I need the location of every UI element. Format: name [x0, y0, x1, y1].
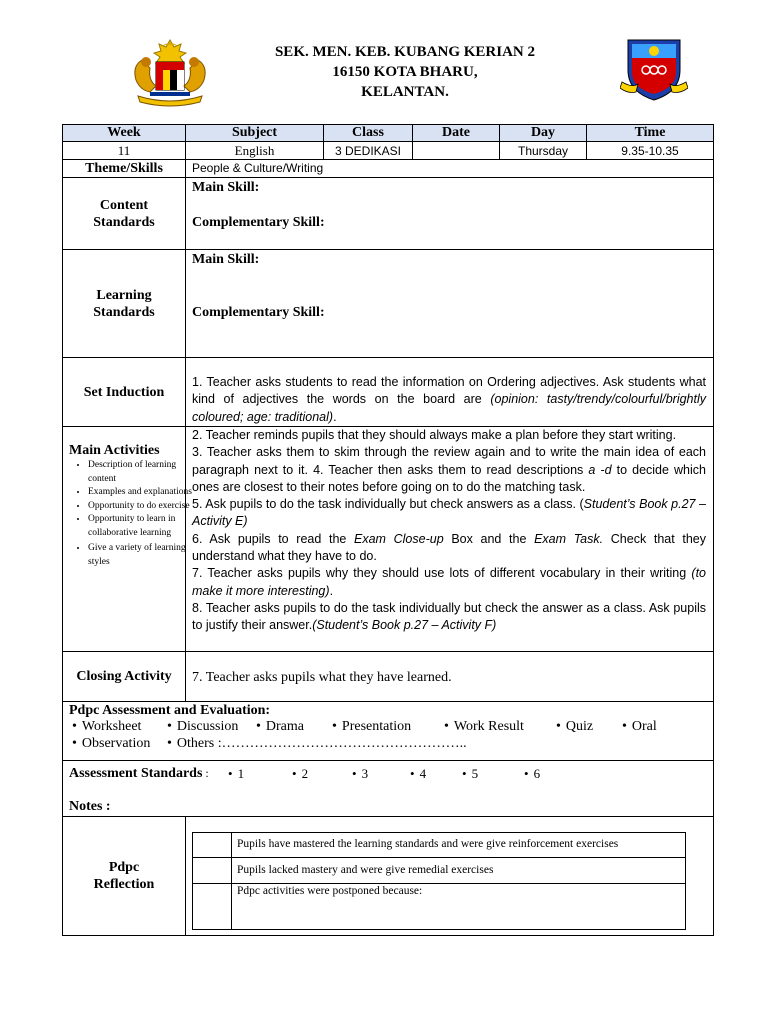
school-crest-icon: [620, 38, 688, 104]
level-6: • 6: [524, 766, 540, 782]
value-day: Thursday: [517, 143, 569, 158]
content-standards-label: [63, 178, 185, 249]
notes-label: Notes :: [69, 799, 111, 814]
reflection-row-postponed: Pdpc activities were postponed because:: [237, 885, 423, 897]
learning-complementary-skill: Complementary Skill:: [192, 305, 325, 320]
activity-step-5: 5. Ask pupils to do the task individually but check answers as a class. (Student’s Book p.27 – Activity E): [192, 497, 706, 529]
level-3: • 3: [352, 766, 368, 782]
option-others: • Others :……………………………………………..: [167, 735, 467, 752]
activity-step-8: 8. Teacher asks pupils to do the task individually but check the answer as a class. Ask pupils to justify their answer.(Student’s Book p.27 – Activity F): [192, 600, 706, 633]
learning-standards-label-line1: Learning: [96, 287, 152, 303]
content-standards-label-line2: Standards: [93, 214, 155, 230]
main-activities-label: Main Activities: [69, 443, 160, 458]
header-class: Class: [352, 125, 384, 140]
list-item: • Examples and explanations: [88, 486, 200, 500]
activity-step-3-4: 3. Teacher asks them to skim through the review again and to write the main idea of each paragraph next to it. 4. Teacher then asks them to read descriptions a -d to decide which ones are closest to their notes before going on to do the matching task.: [192, 445, 706, 494]
content-main-skill: Main Skill:: [192, 180, 260, 195]
header-subject: Subject: [231, 125, 278, 140]
header-day: Day: [530, 125, 556, 140]
header-time: Time: [634, 125, 666, 140]
option-presentation: • Presentation: [332, 718, 411, 735]
option-quiz: • Quiz: [556, 718, 593, 735]
pdpc-reflection-label: [63, 817, 185, 935]
list-item: • Description of learning content: [88, 459, 200, 486]
option-oral: • Oral: [622, 718, 657, 735]
pdpc-assessment-title: Pdpc Assessment and Evaluation:: [69, 703, 271, 718]
school-state: KELANTAN.: [361, 84, 449, 100]
level-1: • 1: [228, 766, 244, 782]
reflection-table: [192, 832, 686, 930]
activity-step-7: 7. Teacher asks pupils why they should use lots of different vocabulary in their writing (to make it more interesting).: [192, 566, 706, 598]
value-time: 9.35-10.35: [621, 143, 679, 158]
pdpc-reflection-label-line2: Reflection: [93, 877, 155, 892]
option-observation: • Observation: [72, 735, 150, 752]
learning-main-skill: Main Skill:: [192, 252, 260, 267]
value-date: [413, 142, 499, 159]
assessment-standards-colon: :: [202, 766, 209, 780]
header-week: Week: [107, 125, 141, 140]
activity-step-6: 6. Ask pupils to read the Exam Close-up Box and the Exam Task. Check that they understand what they have to do.: [192, 531, 706, 564]
assessment-standards-label: Assessment Standards: [69, 766, 203, 781]
content-standards-label-line1: Content: [99, 197, 149, 213]
set-induction-label: Set Induction: [83, 384, 165, 400]
activity-step-2: 2. Teacher reminds pupils that they should always make a plan before they start writing.: [192, 428, 677, 442]
set-induction-text: 1. Teacher asks students to read the information on Ordering adjectives. Ask students what kind of adjectives the words on the board are (opinion: tasty/trendy/colourful/brightly coloured; age: traditional).: [192, 375, 707, 424]
reflection-row-remedial: Pupils lacked mastery and were give remedial exercises: [237, 864, 494, 876]
pdpc-reflection-label-line1: Pdpc: [108, 860, 140, 875]
list-item: • Opportunity to learn in collaborative learning: [88, 513, 200, 540]
level-5: • 5: [462, 766, 478, 782]
learning-standards-label-line2: Standards: [93, 304, 155, 320]
level-2: • 2: [292, 766, 308, 782]
option-drama: • Drama: [256, 718, 304, 735]
option-work-result: • Work Result: [444, 718, 524, 735]
school-name: SEK. MEN. KEB. KUBANG KERIAN 2: [274, 44, 536, 60]
learning-standards-label: [63, 250, 185, 357]
school-postcode-city: 16150 KOTA BHARU,: [332, 64, 478, 80]
assessment-standards-row: [69, 766, 209, 782]
theme-label: Theme/Skills: [85, 161, 163, 176]
level-4: • 4: [410, 766, 426, 782]
value-week: 11: [117, 142, 131, 158]
reflection-row-mastered: Pupils have mastered the learning standards and were give reinforcement exercises: [237, 838, 619, 850]
value-subject: English: [234, 142, 275, 158]
content-complementary-skill: Complementary Skill:: [192, 215, 325, 230]
option-worksheet: • Worksheet: [72, 718, 141, 735]
list-item: • Give a variety of learning styles: [88, 542, 200, 569]
closing-activity-text: 7. Teacher asks pupils what they have learned.: [192, 670, 452, 685]
closing-activity-label: Closing Activity: [76, 669, 172, 684]
value-class: 3 DEDIKASI: [334, 143, 402, 158]
list-item: • Opportunity to do exercise: [88, 500, 200, 514]
option-discussion: • Discussion: [167, 718, 238, 735]
theme-value: People & Culture/Writing: [192, 161, 324, 175]
header-date: Date: [442, 125, 470, 140]
main-activities-bullets: [68, 459, 200, 569]
main-activities-text: [192, 427, 706, 635]
